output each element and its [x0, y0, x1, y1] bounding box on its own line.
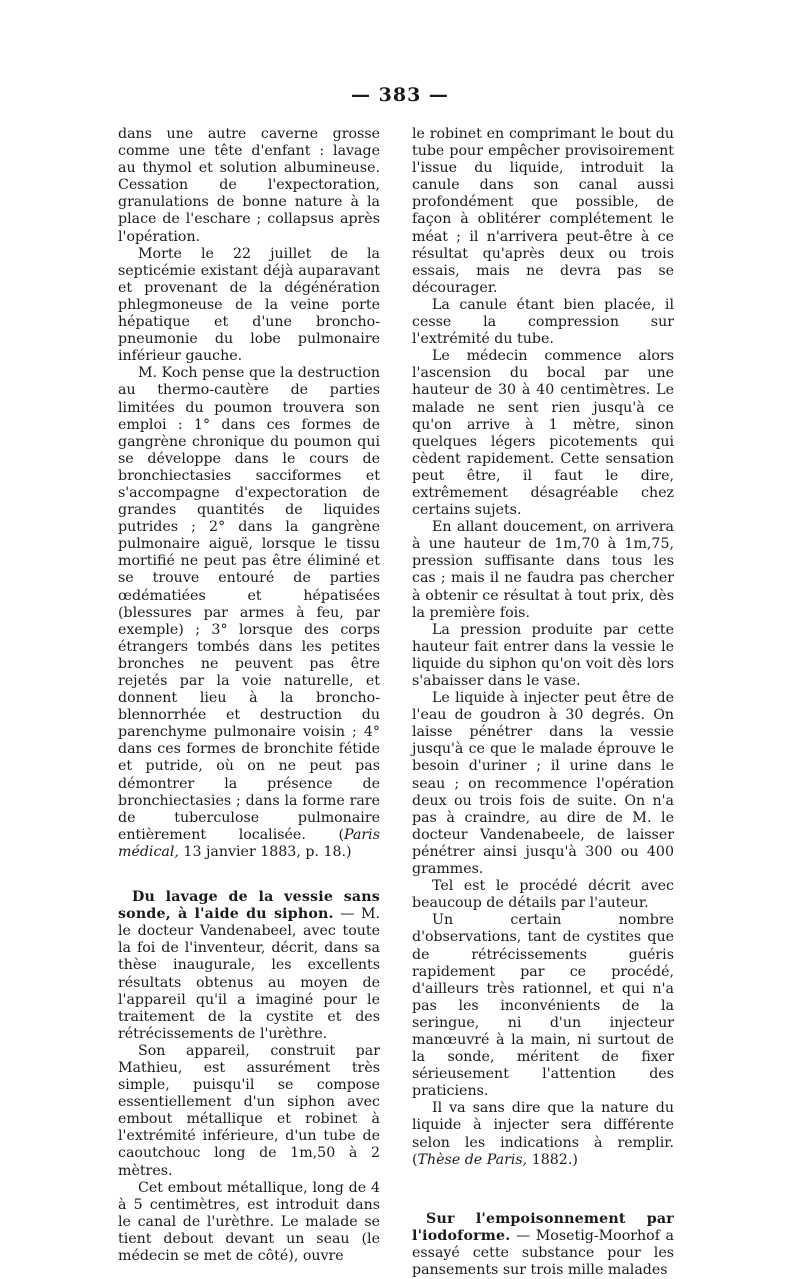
- section-title: Du lavage de la vessie sans sonde, à l'aide du siphon.: [118, 889, 380, 923]
- paragraph: La canule étant bien placée, il cesse la compression sur l'extrémité du tube.: [412, 296, 674, 348]
- left-column: [118, 126, 380, 1265]
- paragraph: dans une autre caverne grosse comme une tête d'enfant : lavage au thymol et solution albumineuse. Cessation de l'expectoration, granulations de bonne nature à la place de l'eschare ; collapsus après l'opération.: [118, 126, 380, 245]
- source-citation: Thèse de Paris,: [417, 1151, 528, 1168]
- section-paragraph: [412, 1211, 674, 1279]
- paragraph-text: Il va sans dire que la nature du liquide à injecter sera différente selon les indications à remplir. (: [412, 1100, 674, 1168]
- paragraph-text: M. Koch pense que la destruction au thermo-cautère de parties limitées du poumon trouvera son emploi : 1° dans ces formes de gangrène chronique du poumon qui se développe dans le cours de bronchiectasies sacciformes et s'accompagne d'expectoration de grandes quantités de liquides putrides ; 2° dans la gangrène pulmonaire aiguë, lorsque le tissu mortifié ne peut pas être éliminé et se trouve entouré de parties œdématiées et hépatisées (blessures par armes à feu, par exemple) ; 3° lorsque des corps étrangers tombés dans les petites bronches ne peuvent pas être rejetés par la voie naturelle, et donnent lieu à la broncho-blennorrhée et destruction du parenchyme pulmonaire voisin ; 4° dans ces formes de bronchite fétide et putride, où on ne peut pas démontrer la présence de bronchiectasies ; dans la forme rare de tuberculose pulmonaire entièrement localisée. (: [118, 365, 380, 843]
- section-dash: —: [510, 1227, 536, 1244]
- paragraph: [412, 1100, 674, 1168]
- citation-date: 13 janvier 1883, p. 18.): [178, 843, 352, 860]
- paragraph: Un certain nombre d'observations, tant de cystites que de rétrécissements guéris rapidement par ce procédé, d'ailleurs très rationnel, et qui n'a pas les inconvénients de la seringue, ni d'un injecteur manœuvré à la main, ni surtout de la sonde, méritent de fixer sérieusement l'attention des praticiens.: [412, 912, 674, 1100]
- section-paragraph: [118, 889, 380, 1043]
- right-column: [412, 126, 674, 1279]
- paragraph: [118, 365, 380, 861]
- paragraph-text: M. le docteur Vandenabeel, avec toute la foi de l'inventeur, décrit, dans sa thèse inaugurale, les excellents résultats obtenus au moyen de l'appareil qu'il a imaginé pour le traitement de la cystite et des rétrécissements de l'urèthre.: [118, 906, 380, 1042]
- section-title: Sur l'empoisonnement par l'iodoforme.: [412, 1210, 674, 1244]
- section-dash: —: [333, 906, 361, 923]
- paragraph: Tel est le procédé décrit avec beaucoup de détails par l'auteur.: [412, 878, 674, 912]
- paragraph: La pression produite par cette hauteur fait entrer dans la vessie le liquide du siphon qu'on voit dès lors s'abaisser dans le vase.: [412, 621, 674, 689]
- paragraph-text: Mosetig-Moorhof a essayé cette substance pour les pansements sur trois mille malades: [412, 1227, 674, 1278]
- paragraph: En allant doucement, on arrivera à une hauteur de 1m,70 à 1m,75, pression suffisante dans tous les cas ; mais il ne faudra pas chercher à obtenir ce résultat à tout prix, dès la première fois.: [412, 519, 674, 621]
- paragraph: le robinet en comprimant le bout du tube pour empêcher provisoirement l'issue du liquide, introduit la canule dans son canal aussi profondément que possible, de façon à oblitérer complétement le méat ; il n'arrivera peut-être à ce résultat qu'après deux ou trois essais, mais ne devra pas se décourager.: [412, 126, 674, 296]
- paragraph: Son appareil, construit par Mathieu, est assurément très simple, puisqu'il se compose essentiellement d'un siphon avec embout métallique et robinet à l'extrémité inférieure, d'un tube de caoutchouc long de 1m,50 à 2 mètres.: [118, 1042, 380, 1179]
- paragraph: Morte le 22 juillet de la septicémie existant déjà auparavant et provenant de la dégénération phlegmoneuse de la veine porte hépatique et d'une broncho-pneumonie du lobe pulmonaire inférieur gauche.: [118, 245, 380, 365]
- page-number: — 383 —: [351, 84, 449, 106]
- citation-date: 1882.): [527, 1151, 578, 1168]
- paragraph: Cet embout métallique, long de 4 à 5 centimètres, est introduit dans le canal de l'urèthre. Le malade se tient debout devant un seau (le médecin se met de côté), ouvre: [118, 1179, 380, 1264]
- paragraph: Le liquide à injecter peut être de l'eau de goudron à 30 degrés. On laisse pénétrer dans la vessie jusqu'à ce que le malade éprouve le besoin d'uriner ; il urine dans le seau ; on recommence l'opération deux ou trois fois de suite. On n'a pas à craindre, au dire de M. le docteur Vandenabeele, de laisser pénétrer ainsi jusqu'à 300 ou 400 grammes.: [412, 690, 674, 878]
- source-citation: Paris médical,: [118, 826, 380, 860]
- paragraph: Le médecin commence alors l'ascension du bocal par une hauteur de 30 à 40 centimètres. Le malade ne sent rien jusqu'à ce qu'on arrive à 1 mètre, sinon quelques légers picotements qui cèdent rapidement. Cette sensation peut être, il faut le dire, extrêmement désagréable chez certains sujets.: [412, 348, 674, 519]
